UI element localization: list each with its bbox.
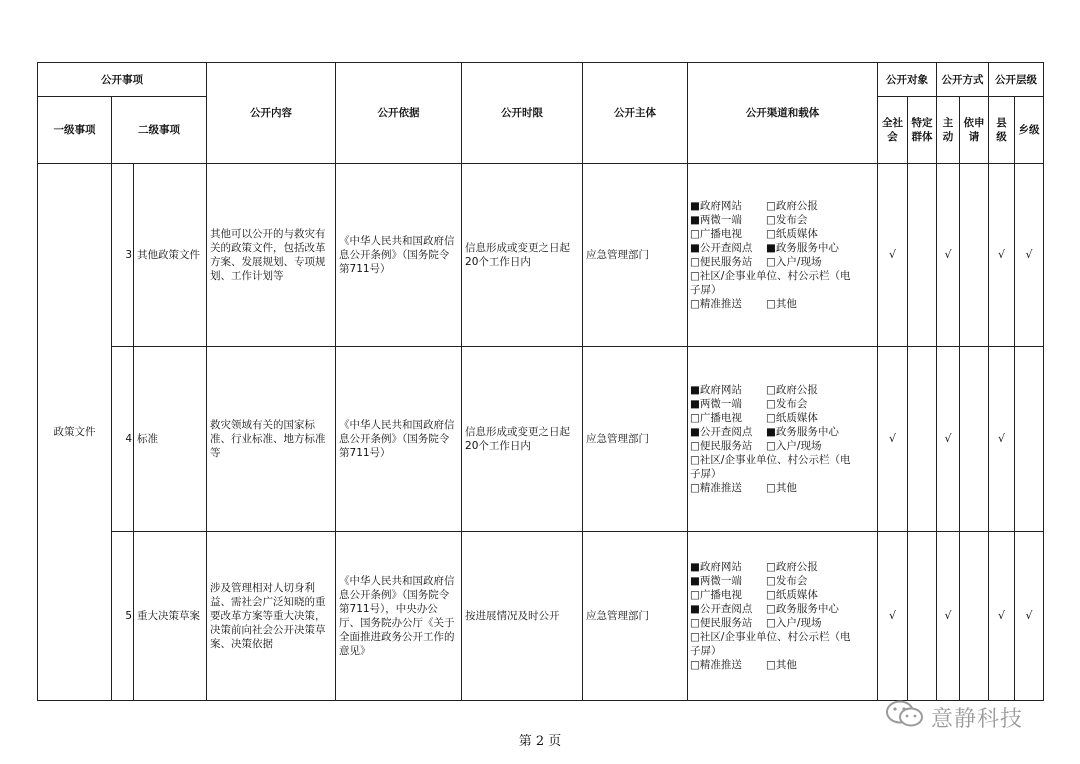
channel-option: 子屏） [690, 645, 722, 657]
content-cell: 涉及管理相对人切身利益、需社会广泛知晓的重要改革方案等重大决策，决策前向社会公开决策草案、决策依据 [207, 532, 336, 701]
header-level1: 一级事项 [38, 97, 112, 164]
time-cell: 信息形成或变更之日起20个工作日内 [462, 164, 583, 347]
channel-option: □广播电视 [690, 228, 742, 240]
channel-line [690, 269, 875, 283]
check-county: √ [989, 164, 1015, 347]
channel-line [690, 630, 875, 644]
channel-option: ■公开查阅点 [690, 603, 753, 615]
time-cell: 信息形成或变更之日起20个工作日内 [462, 347, 583, 532]
channel-option: □纸质媒体 [766, 589, 818, 601]
channel-option: ■公开查阅点 [690, 426, 753, 438]
channel-line [690, 199, 875, 213]
check-specific-group [908, 347, 937, 532]
channel-option: □发布会 [766, 575, 808, 587]
disclosure-table [37, 62, 1044, 701]
basis-cell: 《中华人民共和国政府信息公开条例》（国务院令第711号） [336, 164, 462, 347]
channel-option: ■政务服务中心 [766, 426, 839, 438]
basis-cell: 《中华人民共和国政府信息公开条例》（国务院令第711号），中央办公厅、国务院办公厅《关于全面推进政务公开工作的意见》 [336, 532, 462, 701]
header-method-group: 公开方式 [937, 63, 989, 97]
channel-option: ■政府网站 [690, 561, 742, 573]
channel-cell [688, 532, 878, 701]
check-active: √ [937, 347, 960, 532]
channel-option: □入户/现场 [766, 617, 822, 629]
channel-option: □入户/现场 [766, 256, 822, 268]
channel-option: □政府公报 [766, 200, 818, 212]
table-row [38, 532, 1044, 701]
channel-option: ■两微一端 [690, 398, 742, 410]
page-number: 第 2 页 [518, 734, 562, 749]
channel-option: □便民服务站 [690, 617, 753, 629]
header-specific-group: 特定群体 [908, 97, 937, 164]
check-all-society: √ [878, 347, 908, 532]
channel-line [690, 213, 875, 227]
channel-option: 子屏） [690, 468, 722, 480]
subject-cell: 应急管理部门 [583, 532, 688, 701]
channel-option: ■公开查阅点 [690, 242, 753, 254]
channel-option: ■政务服务中心 [766, 242, 839, 254]
channel-line [690, 227, 875, 241]
channel-option: □政务服务中心 [766, 603, 839, 615]
content-cell: 其他可以公开的与救灾有关的政策文件，包括改革方案、发展规划、专项规划、工作计划等 [207, 164, 336, 347]
channel-option: □便民服务站 [690, 256, 753, 268]
subject-cell: 应急管理部门 [583, 164, 688, 347]
header-county: 县级 [989, 97, 1015, 164]
header-time: 公开时限 [462, 63, 583, 164]
channel-line [690, 439, 875, 453]
channel-line [690, 574, 875, 588]
channel-option: □其他 [766, 659, 797, 671]
channel-line [690, 241, 875, 255]
channel-line [690, 467, 875, 481]
header-level-group: 公开层级 [989, 63, 1044, 97]
channel-option: □广播电视 [690, 589, 742, 601]
subject-cell: 应急管理部门 [583, 347, 688, 532]
channel-option: □便民服务站 [690, 440, 753, 452]
row-number: 4 [112, 347, 134, 532]
channel-option: 子屏） [690, 284, 722, 296]
channel-option: □精准推送 [690, 659, 742, 671]
check-on-request [960, 532, 989, 701]
channel-option: ■政府网站 [690, 200, 742, 212]
channel-line [690, 481, 875, 495]
item-name: 标准 [134, 347, 207, 532]
channel-line [690, 453, 875, 467]
check-active: √ [937, 164, 960, 347]
header-public-items: 公开事项 [38, 63, 207, 97]
basis-cell: 《中华人民共和国政府信息公开条例》（国务院令第711号） [336, 347, 462, 532]
check-county: √ [989, 347, 1015, 532]
channel-option: □社区/企事业单位、村公示栏（电 [690, 270, 851, 282]
channel-option: □精准推送 [690, 298, 742, 310]
channel-option: ■政府网站 [690, 384, 742, 396]
channel-option: □纸质媒体 [766, 228, 818, 240]
check-township [1015, 347, 1044, 532]
channel-option: □精准推送 [690, 482, 742, 494]
channel-option: □其他 [766, 482, 797, 494]
header-object-group: 公开对象 [878, 63, 937, 97]
header-content: 公开内容 [207, 63, 336, 164]
check-all-society: √ [878, 532, 908, 701]
header-row-1 [38, 63, 1044, 97]
channel-line [690, 255, 875, 269]
item-name: 重大决策草案 [134, 532, 207, 701]
channel-option: □社区/企事业单位、村公示栏（电 [690, 454, 851, 466]
header-subject: 公开主体 [583, 63, 688, 164]
header-township: 乡级 [1015, 97, 1044, 164]
channel-option: □入户/现场 [766, 440, 822, 452]
table-row [38, 347, 1044, 532]
channel-option: □纸质媒体 [766, 412, 818, 424]
channel-option: ■两微一端 [690, 214, 742, 226]
check-county: √ [989, 532, 1015, 701]
channel-line [690, 588, 875, 602]
channel-cell [688, 347, 878, 532]
channel-line [690, 616, 875, 630]
channel-option: □政府公报 [766, 384, 818, 396]
watermark-text: 意静科技 [931, 706, 1024, 732]
header-basis: 公开依据 [336, 63, 462, 164]
channel-option: □广播电视 [690, 412, 742, 424]
row-number: 3 [112, 164, 134, 347]
channel-option: □社区/企事业单位、村公示栏（电 [690, 631, 851, 643]
channel-option: □其他 [766, 298, 797, 310]
channel-option: □发布会 [766, 398, 808, 410]
table-row [38, 164, 1044, 347]
check-on-request [960, 347, 989, 532]
watermark [885, 700, 1023, 734]
channel-line [690, 411, 875, 425]
channel-option: ■两微一端 [690, 575, 742, 587]
header-all-society: 全社会 [878, 97, 908, 164]
header-channel: 公开渠道和载体 [688, 63, 878, 164]
channel-option: □发布会 [766, 214, 808, 226]
channel-line [690, 383, 875, 397]
content-cell: 救灾领域有关的国家标准、行业标准、地方标准等 [207, 347, 336, 532]
row-number: 5 [112, 532, 134, 701]
channel-cell [688, 164, 878, 347]
channel-line [690, 297, 875, 311]
header-active: 主动 [937, 97, 960, 164]
channel-line [690, 644, 875, 658]
channel-line [690, 425, 875, 439]
check-specific-group [908, 532, 937, 701]
check-specific-group [908, 164, 937, 347]
header-level2: 二级事项 [112, 97, 207, 164]
check-township: √ [1015, 164, 1044, 347]
check-on-request [960, 164, 989, 347]
check-active: √ [937, 532, 960, 701]
channel-line [690, 658, 875, 672]
channel-line [690, 602, 875, 616]
channel-option: □政府公报 [766, 561, 818, 573]
check-township: √ [1015, 532, 1044, 701]
category-cell: 政策文件 [38, 164, 112, 701]
time-cell: 按进展情况及时公开 [462, 532, 583, 701]
channel-line [690, 397, 875, 411]
check-all-society: √ [878, 164, 908, 347]
header-on-request: 依申请 [960, 97, 989, 164]
item-name: 其他政策文件 [134, 164, 207, 347]
channel-line [690, 283, 875, 297]
channel-line [690, 560, 875, 574]
